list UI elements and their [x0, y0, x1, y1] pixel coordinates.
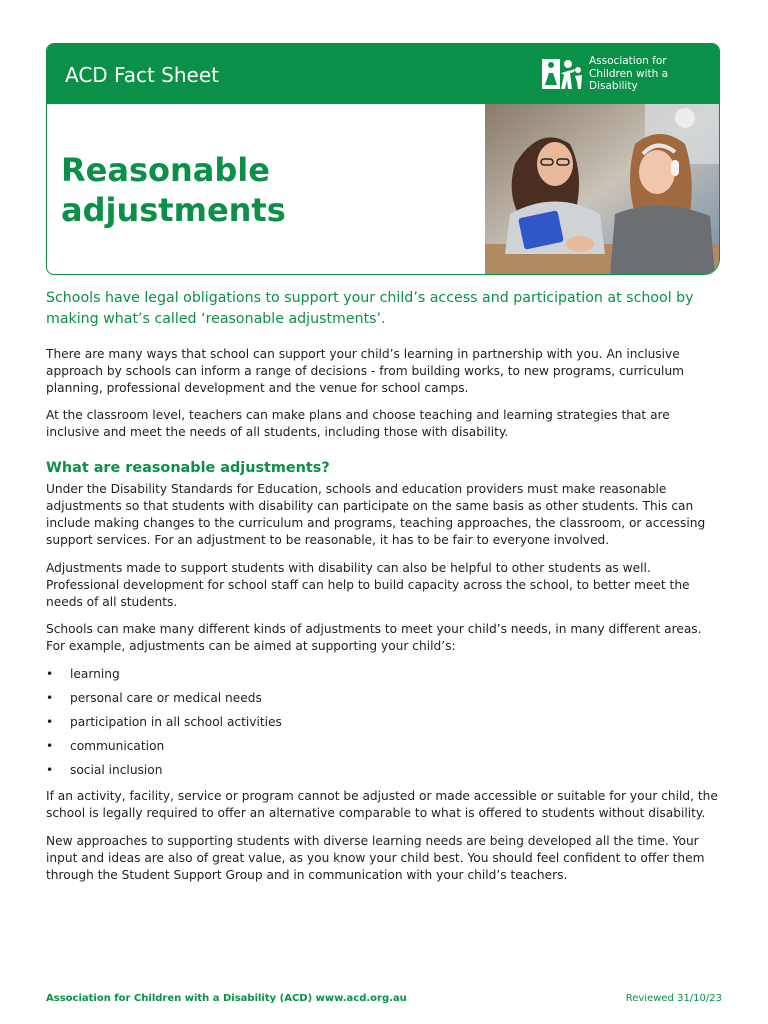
list-item-text: communication	[70, 739, 165, 753]
footer-review-date: Reviewed 31/10/23	[625, 993, 722, 1004]
paragraph-2: At the classroom level, teachers can make plans and choose teaching and learning strategies that are inclusive and meet the needs of all students, including those with disability.	[46, 408, 670, 439]
acd-logo-icon	[541, 55, 583, 93]
list-item	[46, 758, 282, 782]
logo-line-2: Children with a	[589, 67, 669, 80]
acd-logo	[541, 53, 711, 97]
list-item	[46, 686, 282, 710]
paragraph-3: Under the Disability Standards for Education, schools and education providers must make reasonable adjustments so that students with disability can participate on the same basis as other students. This can include making changes to the curriculum and programs, teaching approaches, the classroom, or accessing support services. For an adjustment to be reasonable, it has to be fair to everyone involved.	[46, 482, 706, 547]
bullet-marker: •	[46, 763, 54, 777]
list-item	[46, 734, 282, 758]
photo-illustration	[485, 104, 720, 275]
page-title	[61, 150, 471, 230]
list-item	[46, 710, 282, 734]
list-item-text: personal care or medical needs	[70, 691, 262, 705]
adjustment-areas-list	[46, 662, 282, 782]
list-item-text: learning	[70, 667, 120, 681]
logo-line-3: Disability	[589, 80, 638, 92]
bullet-marker: •	[46, 691, 54, 705]
bullet-marker: •	[46, 667, 54, 681]
bullet-marker: •	[46, 715, 54, 729]
logo-line-1: Association for	[589, 55, 667, 67]
list-item-text: social inclusion	[70, 763, 163, 777]
paragraph-5: Schools can make many different kinds of adjustments to meet your child’s needs, in many different areas. For example, adjustments can be aimed at supporting your child’s:	[46, 622, 702, 653]
classroom-photo	[485, 104, 720, 275]
intro-text: Schools have legal obligations to support your child’s access and participation at school by making what’s called ‘reasonable adjustments’.	[46, 290, 694, 327]
header-card	[46, 43, 720, 275]
logo-text	[589, 55, 668, 93]
footer-organisation: Association for Children with a Disability (ACD) www.acd.org.au	[46, 993, 407, 1004]
title-line-2: adjustments	[61, 191, 286, 229]
fact-sheet-label: ACD Fact Sheet	[65, 63, 219, 87]
section-heading: What are reasonable adjustments?	[46, 460, 330, 476]
paragraph-7: New approaches to supporting students with diverse learning needs are being developed all the time. Your input and ideas are also of great value, as you know your child best. You should feel confident to offer them through the Student Support Group and in communication with your child’s teachers.	[46, 834, 705, 882]
bullet-marker: •	[46, 739, 54, 753]
title-line-1: Reasonable	[61, 151, 270, 189]
paragraph-1: There are many ways that school can support your child’s learning in partnership with you. An inclusive approach by schools can inform a range of decisions - from building works, to new programs, curriculum planning, professional development and the venue for school camps.	[46, 347, 685, 395]
paragraph-4: Adjustments made to support students with disability can also be helpful to other students as well. Professional development for school staff can help to build capacity across the school, to better meet the needs of all students.	[46, 561, 690, 609]
paragraph-6: If an activity, facility, service or program cannot be adjusted or made accessible or suitable for your child, the school is legally required to offer an alternative comparable to what is offered to students without disability.	[46, 789, 718, 820]
list-item-text: participation in all school activities	[70, 715, 282, 729]
list-item	[46, 662, 282, 686]
header-bar	[47, 44, 719, 104]
